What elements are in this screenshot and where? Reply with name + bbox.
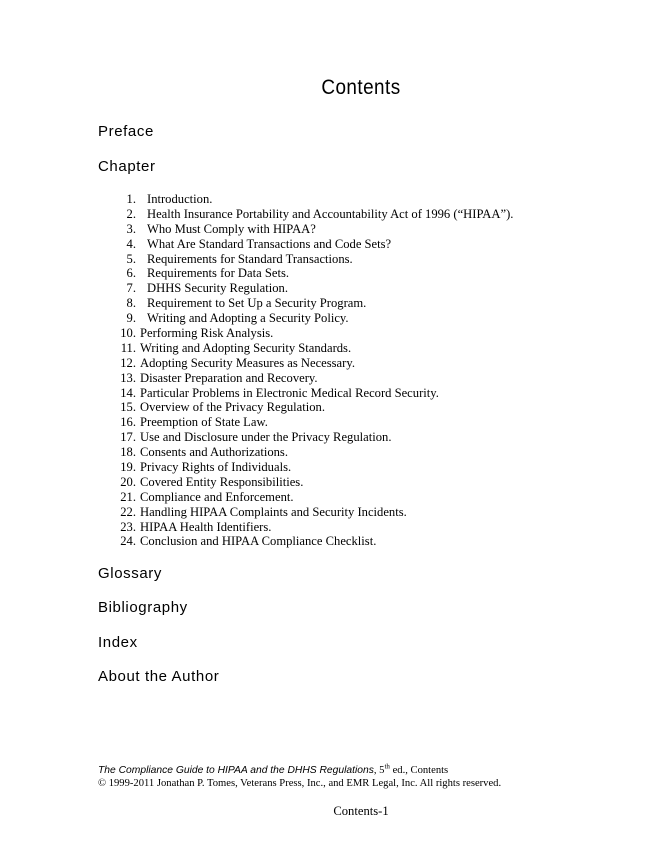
- chapter-item: [112, 207, 513, 222]
- chapter-item: [112, 430, 513, 445]
- chapter-item: [112, 534, 513, 549]
- chapter-number: 23.: [120, 519, 136, 534]
- chapter-item: [112, 222, 513, 237]
- chapter-item: [112, 192, 513, 207]
- book-title: The Compliance Guide to HIPAA and the DHHS Regulations: [98, 765, 374, 776]
- chapter-item: [112, 445, 513, 460]
- chapter-number: 21.: [120, 489, 136, 504]
- chapter-number: 8.: [126, 296, 136, 311]
- chapter-number: 1.: [126, 192, 136, 206]
- chapter-item: [112, 371, 513, 386]
- chapter-item: [112, 326, 513, 341]
- chapter-title: Writing and Adopting a Security Policy.: [147, 311, 349, 326]
- chapter-number: 15.: [120, 400, 136, 415]
- chapter-number: 19.: [120, 460, 136, 475]
- heading-preface: Preface: [98, 123, 154, 140]
- chapter-title: Compliance and Enforcement.: [140, 489, 294, 504]
- heading-bibliography: Bibliography: [98, 599, 188, 616]
- chapter-number: 2.: [126, 206, 136, 221]
- heading-glossary: Glossary: [98, 565, 162, 582]
- chapter-number: 13.: [120, 370, 136, 385]
- chapter-number: 3.: [126, 221, 136, 236]
- chapter-item: [112, 252, 513, 267]
- chapter-item: [112, 490, 513, 505]
- chapter-title: Privacy Rights of Individuals.: [140, 460, 292, 475]
- chapter-item: [112, 296, 513, 311]
- chapter-item: [112, 311, 513, 326]
- chapter-title: Requirements for Standard Transactions.: [147, 251, 353, 266]
- chapter-title: DHHS Security Regulation.: [147, 281, 288, 296]
- heading-chapter: Chapter: [98, 158, 156, 175]
- edition-superscript: th: [384, 762, 390, 771]
- chapter-title: Particular Problems in Electronic Medical Record Security.: [140, 385, 439, 400]
- chapter-title: Use and Disclosure under the Privacy Regulation.: [140, 430, 392, 445]
- chapter-number: 6.: [126, 266, 136, 281]
- chapter-title: Consents and Authorizations.: [140, 445, 288, 460]
- chapter-number: 14.: [120, 385, 136, 400]
- chapter-number: 18.: [120, 445, 136, 460]
- copyright-notice: © 1999-2011 Jonathan P. Tomes, Veterans Press, Inc., and EMR Legal, Inc. All rights reserved.: [98, 778, 502, 789]
- chapter-number: 10.: [120, 326, 136, 341]
- page-footer: [98, 764, 501, 790]
- chapter-item: [112, 520, 513, 535]
- chapter-title: HIPAA Health Identifiers.: [140, 519, 272, 534]
- page-number: Contents-1: [333, 804, 389, 818]
- chapter-title: Handling HIPAA Complaints and Security Incidents.: [140, 504, 407, 519]
- chapter-title: What Are Standard Transactions and Code Sets?: [147, 236, 392, 251]
- chapter-number: 12.: [120, 355, 136, 370]
- chapter-title: Introduction.: [147, 192, 213, 206]
- chapter-title: Preemption of State Law.: [140, 415, 268, 430]
- chapter-title: Performing Risk Analysis.: [140, 326, 274, 341]
- chapter-item: [112, 505, 513, 520]
- heading-index: Index: [98, 634, 138, 651]
- chapter-item: [112, 281, 513, 296]
- edition-prefix: , 5: [373, 765, 385, 776]
- heading-about-author: About the Author: [98, 668, 220, 685]
- chapter-title: Writing and Adopting Security Standards.: [140, 340, 352, 355]
- chapter-item: [112, 341, 513, 356]
- chapter-item: [112, 460, 513, 475]
- chapter-number: 24.: [120, 534, 136, 549]
- chapter-number: 20.: [120, 474, 136, 489]
- chapter-number: 22.: [120, 504, 136, 519]
- chapter-item: [112, 475, 513, 490]
- chapter-item: [112, 237, 513, 252]
- chapter-title: Health Insurance Portability and Accountability Act of 1996 (“HIPAA”).: [147, 206, 514, 221]
- chapter-number: 11.: [120, 340, 136, 355]
- chapter-title: Overview of the Privacy Regulation.: [140, 400, 326, 415]
- chapter-item: [112, 415, 513, 430]
- chapter-title: Adopting Security Measures as Necessary.: [140, 355, 355, 370]
- chapter-item: [112, 400, 513, 415]
- chapter-title: Disaster Preparation and Recovery.: [140, 370, 318, 385]
- chapter-title: Conclusion and HIPAA Compliance Checklist.: [140, 534, 377, 549]
- chapter-title: Who Must Comply with HIPAA?: [147, 221, 316, 236]
- chapter-title: Covered Entity Responsibilities.: [140, 474, 304, 489]
- chapter-number: 5.: [126, 251, 136, 266]
- chapter-item: [112, 266, 513, 281]
- chapter-item: [112, 356, 513, 371]
- chapter-list: [112, 192, 513, 549]
- chapter-item: [112, 386, 513, 401]
- edition-suffix: ed., Contents: [389, 765, 449, 776]
- chapter-number: 16.: [120, 415, 136, 430]
- chapter-number: 4.: [126, 236, 136, 251]
- chapter-number: 7.: [126, 281, 136, 296]
- chapter-title: Requirement to Set Up a Security Program.: [147, 296, 367, 311]
- footer-book-line: [98, 764, 501, 777]
- page-title: Contents: [321, 76, 401, 99]
- chapter-number: 9.: [126, 311, 136, 326]
- chapter-title: Requirements for Data Sets.: [147, 266, 289, 281]
- chapter-number: 17.: [120, 430, 136, 445]
